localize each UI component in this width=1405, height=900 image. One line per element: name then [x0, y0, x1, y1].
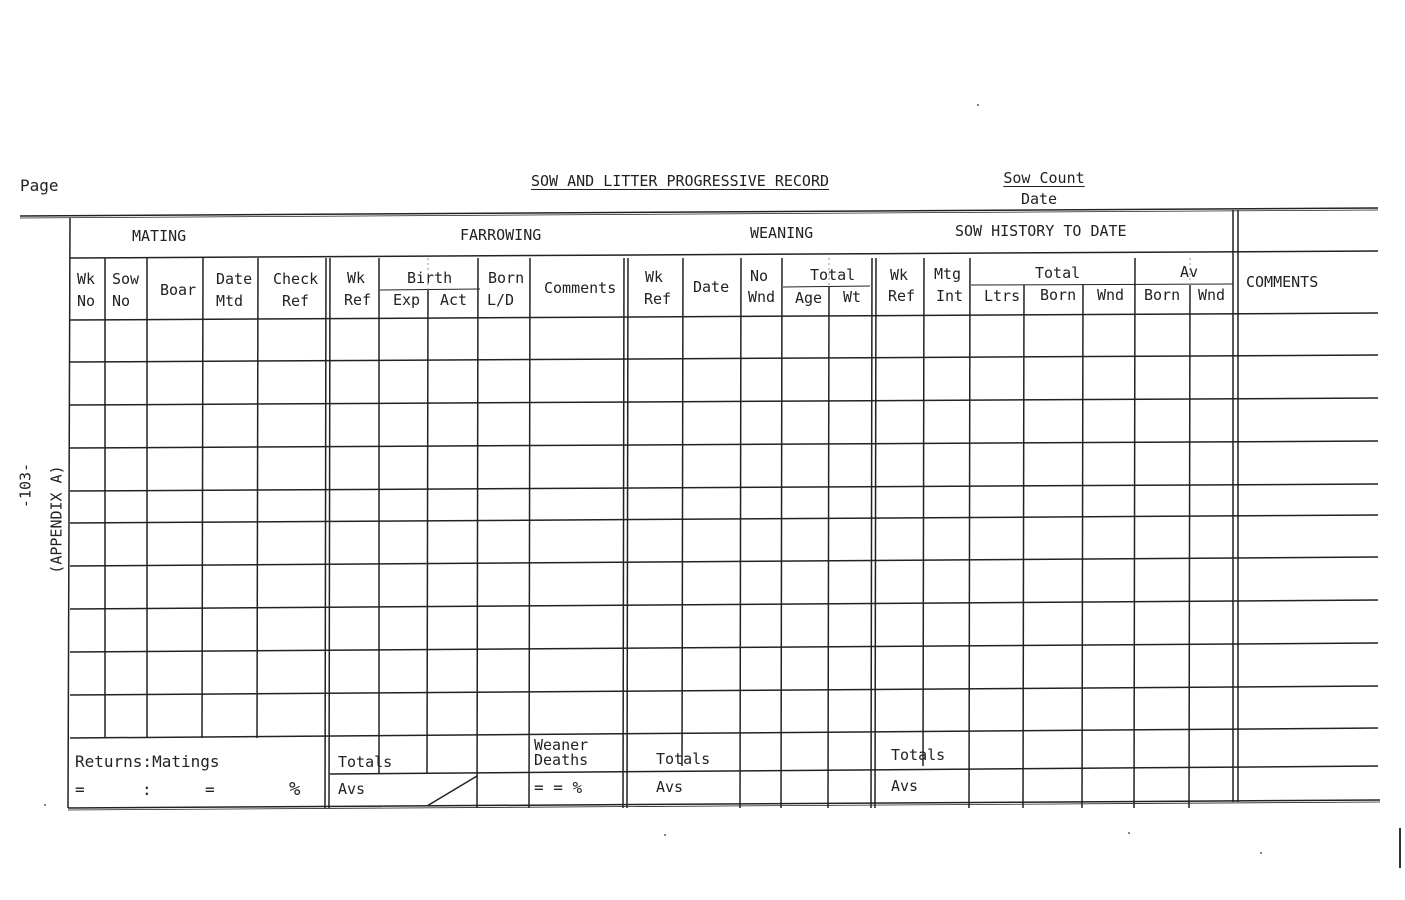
returns-eq2: =: [205, 780, 215, 799]
returns-colon: :: [142, 780, 152, 799]
col-wk-no-line2: No: [77, 292, 96, 310]
scan-speck: [1128, 832, 1130, 834]
col-wk-no-line1: Wk: [77, 270, 96, 288]
col-no-wnd-line1: No: [750, 267, 769, 285]
col-hist-wk-ref-line1: Wk: [890, 266, 909, 284]
col-no-wnd-line2: Wnd: [748, 288, 776, 306]
page-label: Page: [20, 176, 59, 195]
scan-speck: [977, 104, 979, 106]
scan-speck: [1260, 852, 1262, 854]
col-hist-ltrs: Ltrs: [984, 287, 1021, 305]
returns-percent: %: [289, 778, 301, 800]
section-history: SOW HISTORY TO DATE: [955, 222, 1127, 240]
col-wean-age: Age: [795, 289, 823, 307]
side-page-number: -103-: [16, 462, 35, 509]
col-wean-wt: Wt: [843, 288, 862, 306]
col-mtg-int-line1: Mtg: [934, 265, 962, 283]
col-comments: Comments: [544, 279, 617, 297]
weaner-deaths-formula: = = %: [534, 778, 583, 797]
weaner-deaths-line1: Weaner: [534, 736, 589, 754]
scan-edge-mark: [1399, 828, 1401, 868]
col-boar: Boar: [160, 281, 197, 299]
col-check-ref-line2: Ref: [282, 292, 310, 310]
col-wean-total: Total: [810, 266, 856, 284]
col-wean-wk-ref-line1: Wk: [645, 268, 664, 286]
col-wean-wk-ref-line2: Ref: [644, 290, 672, 308]
col-wean-date: Date: [693, 278, 730, 296]
col-farrow-wk-ref-line2: Ref: [344, 291, 372, 309]
col-hist-wnd: Wnd: [1097, 286, 1125, 304]
col-hist-total: Total: [1035, 264, 1081, 282]
hist-avs-label: Avs: [891, 777, 919, 795]
col-mtg-int-line2: Int: [936, 287, 964, 305]
farrow-avs-label: Avs: [338, 780, 366, 798]
section-mating: MATING: [132, 227, 187, 245]
col-hist-av-wnd: Wnd: [1198, 286, 1226, 304]
weaner-deaths-line2: Deaths: [534, 751, 589, 769]
scan-speck: [664, 834, 666, 836]
col-birth: Birth: [407, 269, 453, 287]
col-check-ref-line1: Check: [273, 270, 319, 288]
date-label: Date: [1020, 190, 1058, 208]
col-birth-act: Act: [440, 291, 468, 309]
scan-speck: [44, 804, 46, 806]
col-birth-exp: Exp: [393, 291, 421, 309]
col-date-mtd-line1: Date: [216, 270, 253, 288]
farrow-totals-label: Totals: [338, 753, 393, 771]
col-hist-born: Born: [1040, 286, 1077, 304]
col-born-ld-line1: Born: [488, 269, 525, 287]
section-weaning: WEANING: [750, 224, 814, 242]
section-comments: COMMENTS: [1246, 273, 1319, 291]
returns-eq1: =: [75, 780, 85, 799]
wean-avs-label: Avs: [656, 778, 684, 796]
returns-matings-label: Returns:Matings: [75, 752, 220, 771]
side-appendix-label: (APPENDIX A): [47, 465, 66, 574]
wean-totals-label: Totals: [656, 750, 711, 768]
section-farrowing: FARROWING: [460, 226, 542, 244]
col-hist-wk-ref-line2: Ref: [888, 287, 916, 305]
col-date-mtd-line2: Mtd: [216, 292, 244, 310]
sow-count-label: Sow Count: [1003, 169, 1085, 187]
hist-totals-label: Totals: [891, 746, 946, 764]
col-farrow-wk-ref-line1: Wk: [347, 269, 366, 287]
form-title: SOW AND LITTER PROGRESSIVE RECORD: [530, 172, 830, 190]
col-born-ld-line2: L/D: [487, 291, 515, 309]
col-sow-no-line2: No: [112, 292, 131, 310]
col-hist-av: Av: [1180, 263, 1199, 281]
col-hist-av-born: Born: [1144, 286, 1181, 304]
col-sow-no-line1: Sow: [112, 270, 140, 288]
